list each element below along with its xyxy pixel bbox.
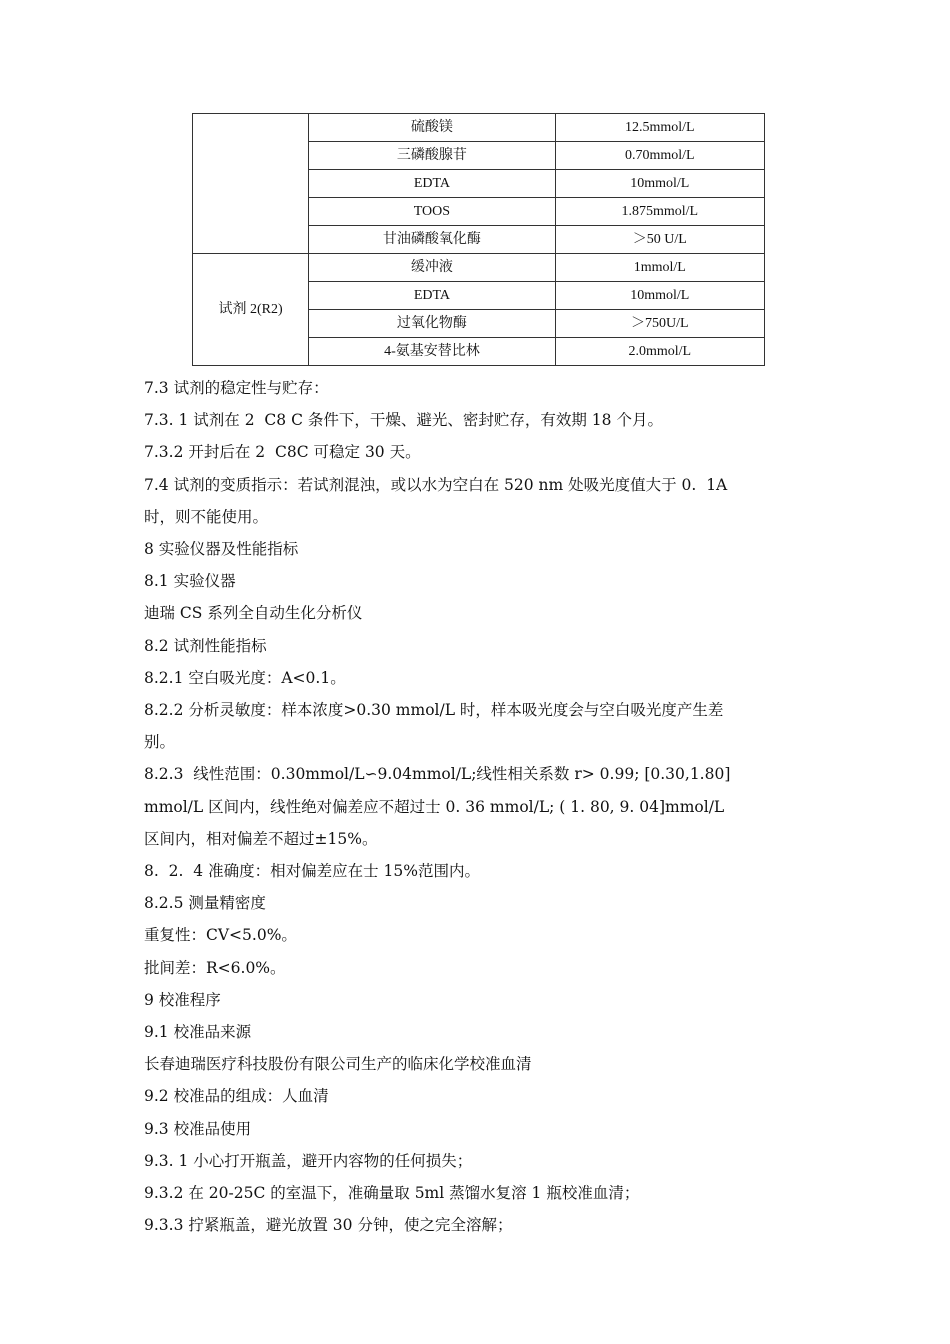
- concentration-cell: 12.5mmol/L: [555, 114, 764, 142]
- section-heading: 8.2 试剂性能指标: [144, 636, 267, 655]
- body-text: 7.3.2 开封后在 2 C8C 可稳定 30 天。: [144, 443, 421, 462]
- component-cell: EDTA: [309, 282, 555, 310]
- body-text: 8.2.3 线性范围：0.30mmol/L∽9.04mmol/L;线性相关系数 r> 0.99; [0.30,1.80]: [144, 765, 731, 784]
- table-body: [193, 114, 765, 366]
- body-text: 7.4 试剂的变质指示：若试剂混浊，或以水为空白在 520 nm 处吸光度值大于 0. 1A: [144, 475, 728, 494]
- body-text: 8.2.2 分析灵敏度：样本浓度>0.30 mmol/L 时，样本吸光度会与空白吸光度产生差: [144, 701, 724, 720]
- component-cell: 硫酸镁: [309, 114, 555, 142]
- section-heading: 9 校准程序: [144, 990, 221, 1009]
- component-cell: 过氧化物酶: [309, 310, 555, 338]
- section-heading: 8.1 实验仪器: [144, 572, 236, 591]
- body-text: 9.3.3 拧紧瓶盖，避光放置 30 分钟，使之完全溶解；: [144, 1216, 513, 1235]
- section-heading: 9.3 校准品使用: [144, 1119, 252, 1138]
- concentration-cell: ＞50 U/L: [555, 226, 764, 254]
- body-text: mmol/L 区间内，线性绝对偏差应不超过士 0. 36 mmol/L; ( 1. 80, 9. 04]mmol/L: [144, 797, 725, 816]
- body-text: 长春迪瑞医疗科技股份有限公司生产的临床化学校准血清: [144, 1055, 532, 1074]
- body-text: 8.2.1 空白吸光度：A<0.1。: [144, 668, 346, 687]
- section-heading: 9.1 校准品来源: [144, 1023, 252, 1042]
- concentration-cell: 10mmol/L: [555, 170, 764, 198]
- component-cell: 4-氨基安替比林: [309, 338, 555, 366]
- body-text: 别。: [144, 733, 176, 752]
- concentration-cell: 0.70mmol/L: [555, 142, 764, 170]
- body-text: 9.3. 1 小心打开瓶盖，避开内容物的任何损失；: [144, 1151, 473, 1170]
- body-text: 时，则不能使用。: [144, 507, 269, 526]
- section-heading: 7.3 试剂的稳定性与贮存：: [144, 379, 329, 397]
- table-row: [193, 254, 765, 282]
- component-cell: EDTA: [309, 170, 555, 198]
- component-cell: TOOS: [309, 198, 555, 226]
- document-body: [144, 372, 804, 1241]
- body-text: 区间内，相对偏差不超过±15%。: [144, 829, 378, 848]
- body-text: 重复性：CV<5.0%。: [144, 926, 297, 945]
- section-heading: 8 实验仪器及性能指标: [144, 540, 299, 559]
- reagent-group-cell: [193, 114, 309, 254]
- concentration-cell: 10mmol/L: [555, 282, 764, 310]
- component-cell: 三磷酸腺苷: [309, 142, 555, 170]
- body-text: 9.2 校准品的组成：人血清: [144, 1087, 329, 1106]
- body-text: 9.3.2 在 20-25C 的室温下，准确量取 5ml 蒸馏水复溶 1 瓶校准血清；: [144, 1184, 640, 1203]
- body-text: 迪瑞 CS 系列全自动生化分析仪: [144, 604, 363, 623]
- body-text: 8. 2. 4 准确度：相对偏差应在士 15%范围内。: [144, 862, 480, 881]
- component-cell: 缓冲液: [309, 254, 555, 282]
- component-cell: 甘油磷酸氧化酶: [309, 226, 555, 254]
- concentration-cell: 1.875mmol/L: [555, 198, 764, 226]
- table-row: [193, 114, 765, 142]
- concentration-cell: ＞750U/L: [555, 310, 764, 338]
- body-text: 批间差：R<6.0%。: [144, 958, 286, 977]
- reagent-composition-table: [192, 113, 765, 366]
- body-text: 7.3. 1 试剂在 2 C8 C 条件下，干燥、避光、密封贮存，有效期 18 个月。: [144, 411, 663, 430]
- concentration-cell: 1mmol/L: [555, 254, 764, 282]
- concentration-cell: 2.0mmol/L: [555, 338, 764, 366]
- section-heading: 8.2.5 测量精密度: [144, 894, 266, 913]
- reagent-group-cell: 试剂 2(R2): [193, 254, 309, 366]
